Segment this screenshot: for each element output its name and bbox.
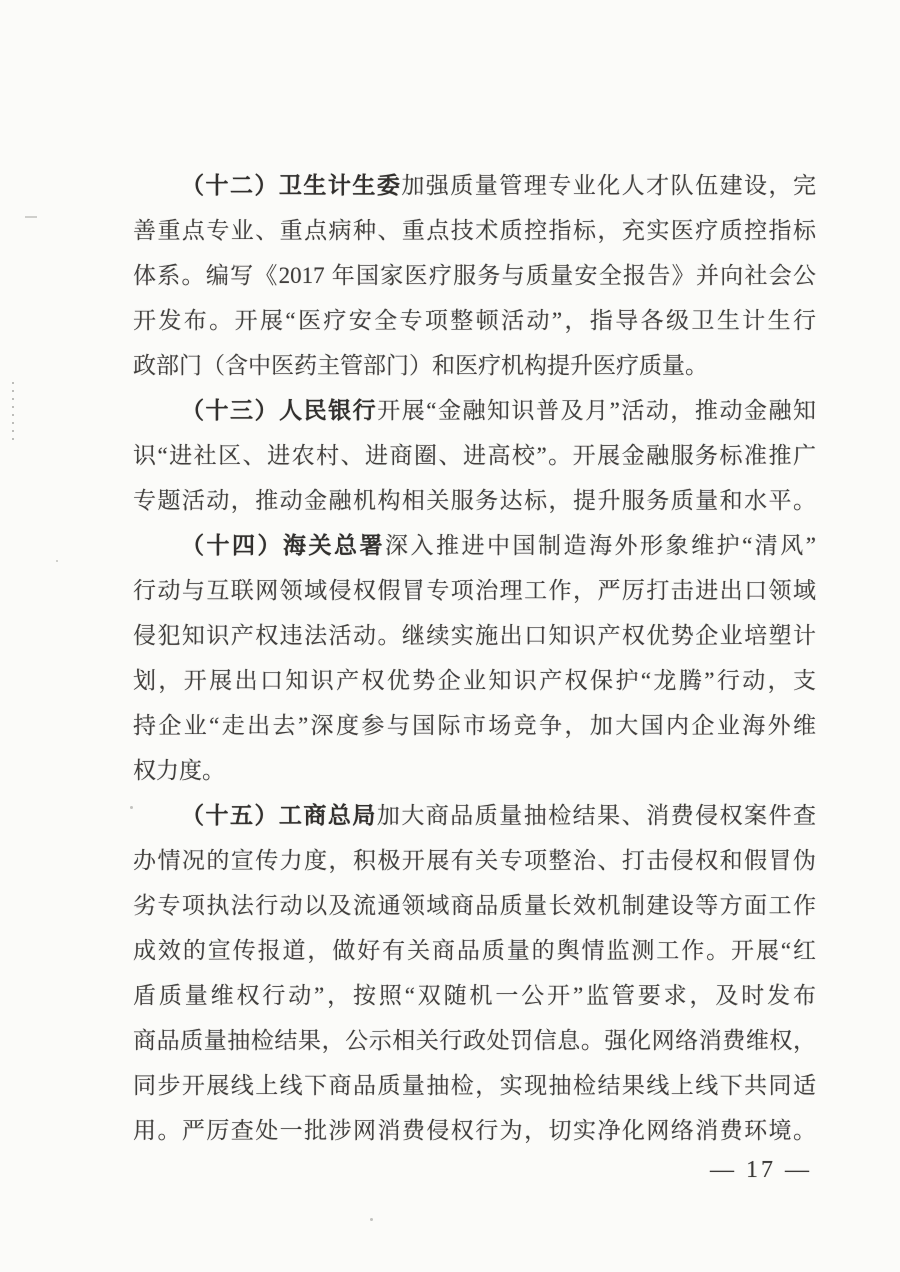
text-run: 开展“金融知识普及月”活动，推动金融知 [377, 398, 817, 423]
paragraph-heading: （十三）人民银行 [181, 398, 378, 423]
text-line [133, 163, 816, 208]
text-line: 权力度。 [133, 758, 225, 783]
scan-artifact [56, 560, 58, 562]
paragraph-heading: （十四）海关总署 [181, 533, 386, 558]
scan-artifact [12, 382, 14, 444]
text-line: 体系。编写《2017 年国家医疗服务与质量安全报告》并向社会公 [133, 263, 816, 288]
text-line: 划，开展出口知识产权优势企业知识产权保护“龙腾”行动，支 [133, 668, 816, 693]
paragraph-14 [133, 523, 816, 793]
scan-artifact [370, 1218, 373, 1221]
text-run: 加强质量管理专业化人才队伍建设，完 [401, 173, 817, 198]
text-line: 办情况的宣传力度，积极开展有关专项整治、打击侵权和假冒伪 [133, 848, 816, 873]
text-line: 劣专项执法行动以及流通领域商品质量长效机制建设等方面工作 [133, 893, 816, 918]
text-line [133, 523, 816, 568]
text-line: 用。严厉查处一批涉网消费侵权行为，切实净化网络消费环境。 [133, 1118, 816, 1143]
paragraph-13 [133, 388, 816, 523]
paragraph-heading: （十二）卫生计生委 [181, 173, 402, 198]
page-number: — 17 — [710, 1157, 812, 1183]
text-line: 同步开展线上线下商品质量抽检，实现抽检结果线上线下共同适 [133, 1073, 816, 1098]
text-line: 持企业“走出去”深度参与国际市场竞争，加大国内企业海外维 [133, 713, 816, 738]
document-body [133, 163, 816, 1153]
text-line: 行动与互联网领域侵权假冒专项治理工作，严厉打击进出口领域 [133, 578, 816, 603]
text-line: 善重点专业、重点病种、重点技术质控指标，充实医疗质控指标 [133, 218, 816, 243]
scan-artifact [130, 806, 133, 809]
text-line: 成效的宣传报道，做好有关商品质量的舆情监测工作。开展“红 [133, 938, 816, 963]
text-line: 识“进社区、进农村、进商圈、进高校”。开展金融服务标准推广 [133, 443, 816, 468]
text-line: 盾质量维权行动”，按照“双随机一公开”监管要求，及时发布 [133, 983, 816, 1008]
text-line: 侵犯知识产权违法活动。继续实施出口知识产权优势企业培塑计 [133, 623, 816, 648]
scan-artifact [25, 216, 37, 218]
text-line [133, 793, 816, 838]
text-line: 开发布。开展“医疗安全专项整顿活动”，指导各级卫生计生行 [133, 308, 816, 333]
text-line: 商品质量抽检结果，公示相关行政处罚信息。强化网络消费维权， [133, 1028, 816, 1053]
text-run: 加大商品质量抽检结果、消费侵权案件查 [376, 803, 817, 828]
paragraph-15 [133, 793, 816, 1153]
text-line: 政部门（含中医药主管部门）和医疗机构提升医疗质量。 [133, 353, 708, 378]
text-line [133, 388, 816, 433]
text-line: 专题活动，推动金融机构相关服务达标，提升服务质量和水平。 [133, 488, 816, 513]
paragraph-heading: （十五）工商总局 [181, 803, 377, 828]
text-run: 深入推进中国制造海外形象维护“清风” [385, 533, 817, 558]
paragraph-12 [133, 163, 816, 388]
